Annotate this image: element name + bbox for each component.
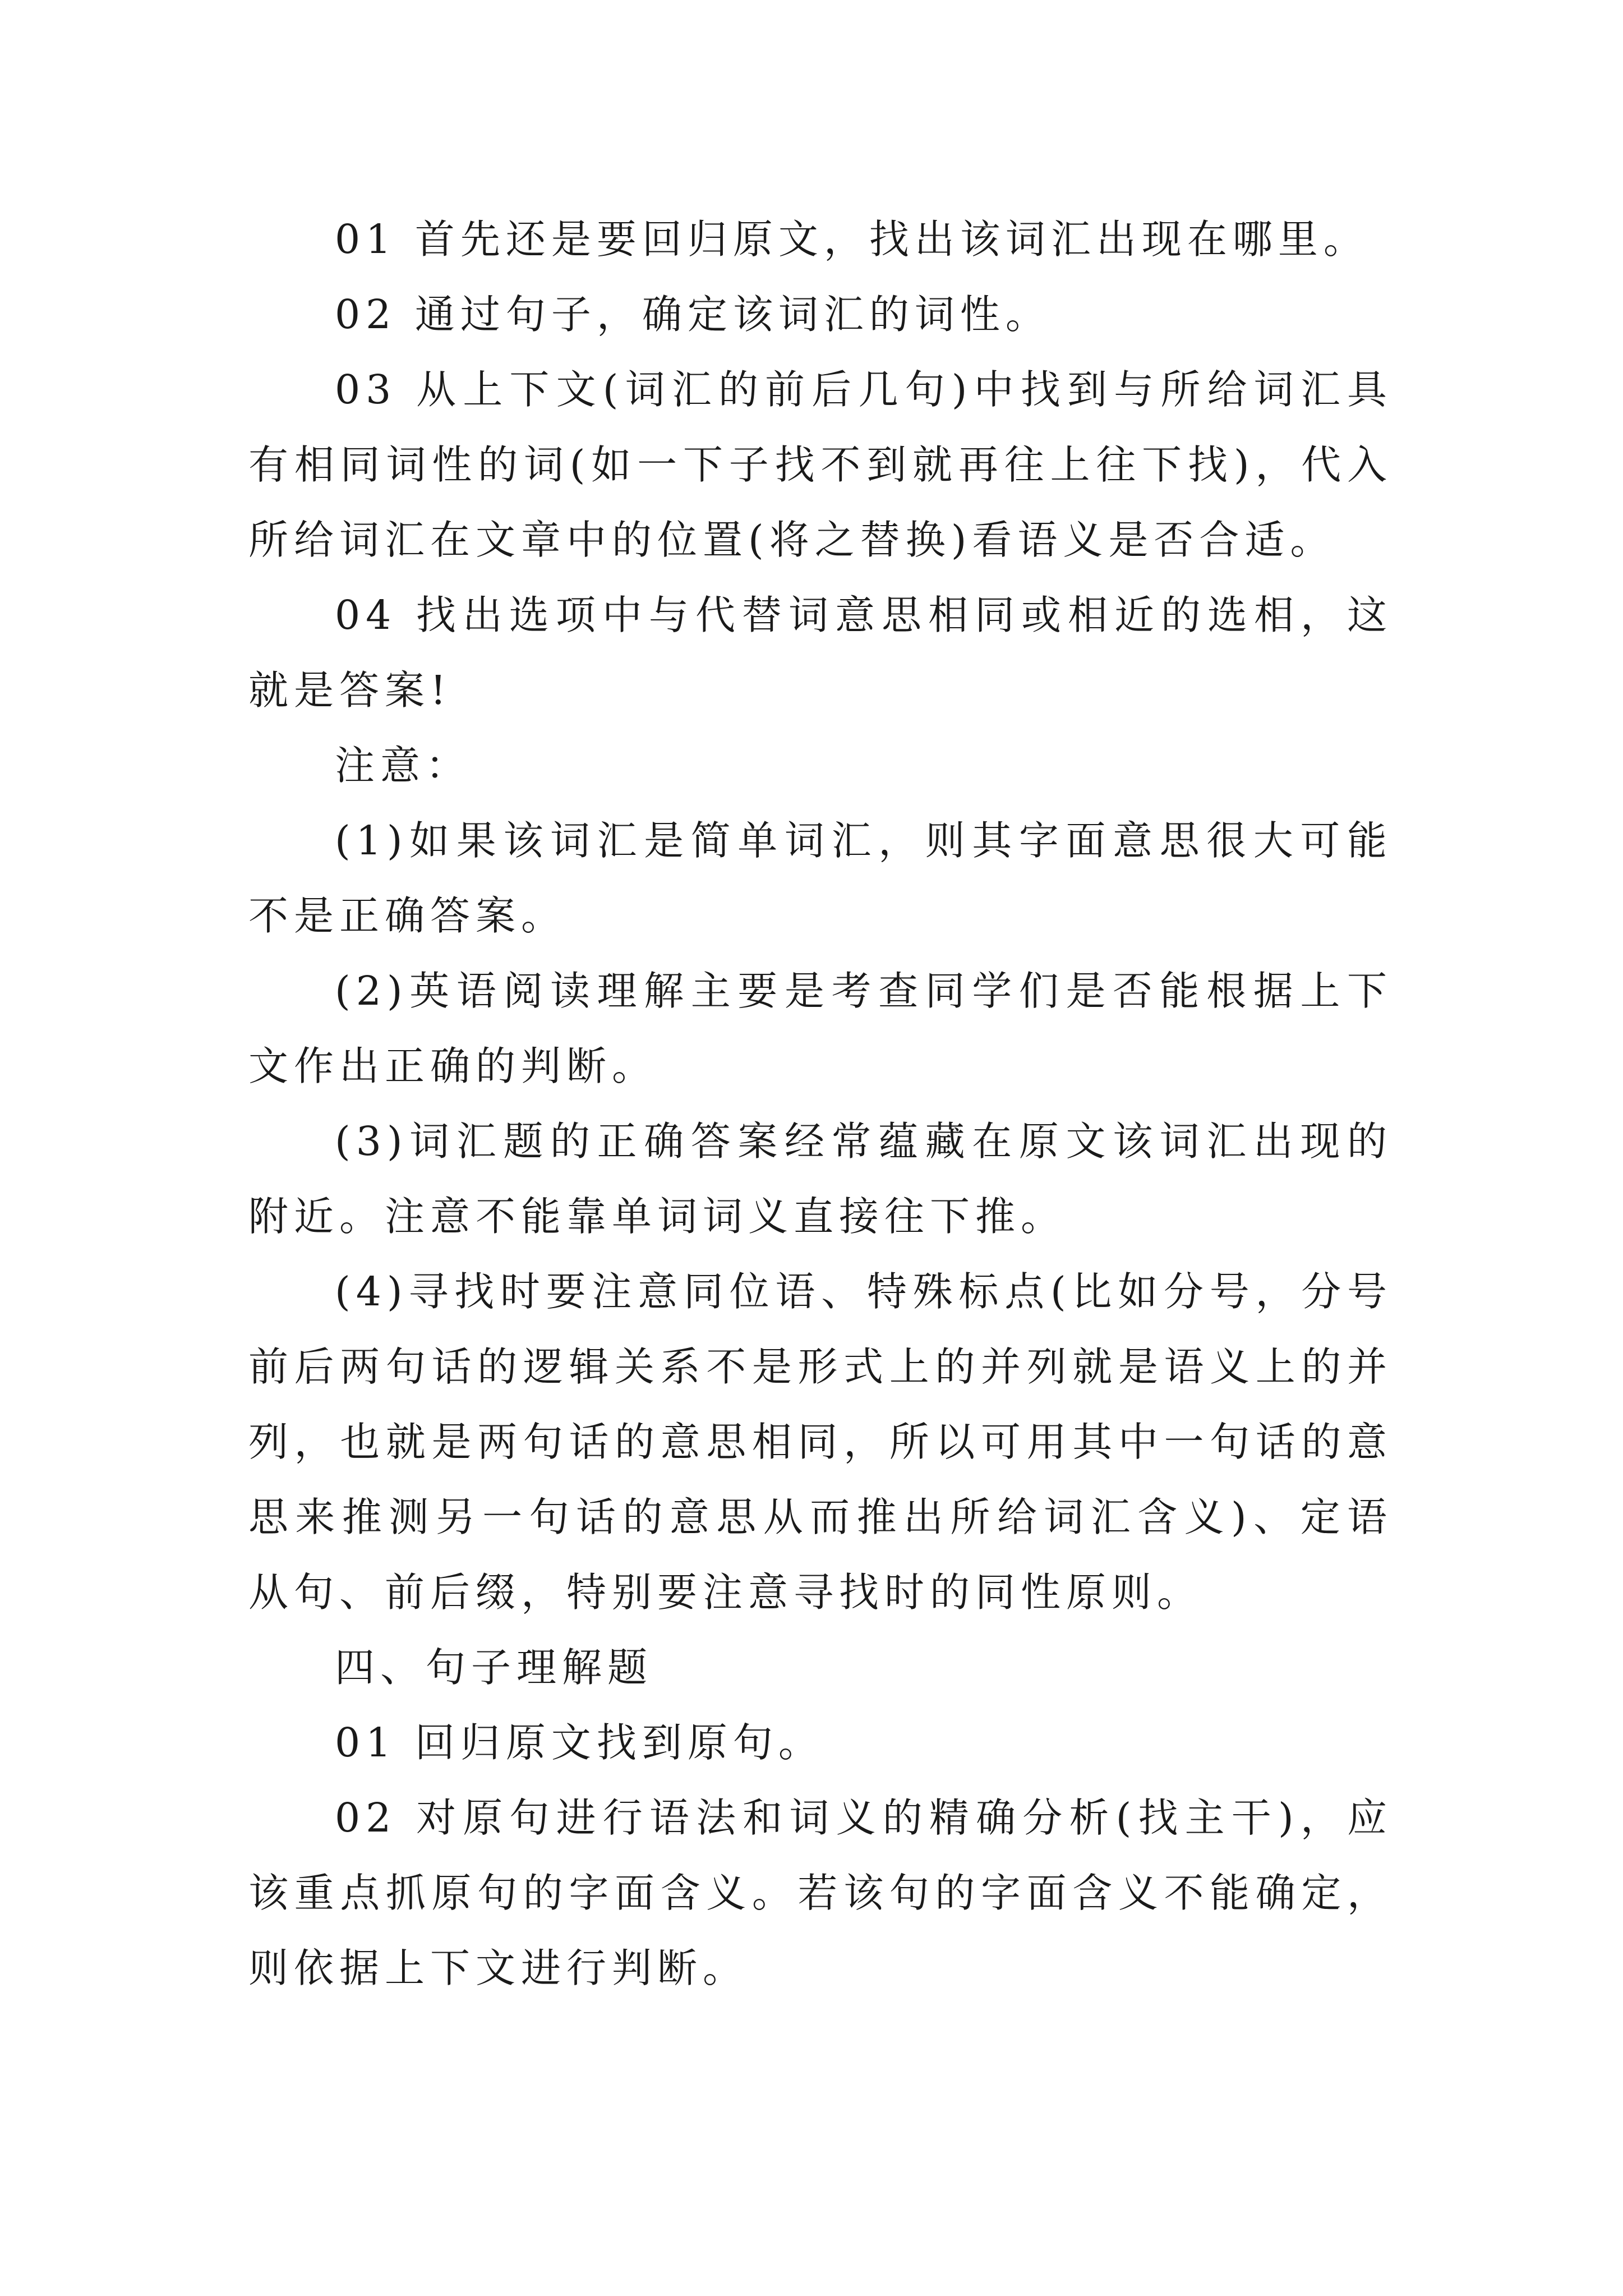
paragraph-step-01: 01 首先还是要回归原文，找出该词汇出现在哪里。 [335,216,1369,263]
document-body [248,202,1393,2006]
note-item-2: (2)英语阅读理解主要是考查同学们是否能根据上下文作出正确的判断。 [248,968,1393,1089]
note-item-1: (1)如果该词汇是简单词汇，则其字面意思很大可能不是正确答案。 [248,817,1393,939]
note-item-4: (4)寻找时要注意同位语、特殊标点(比如分号，分号前后两句话的逻辑关系不是形式上的并列就是语义上的并列，也就是两句话的意思相同，所以可用其中一句话的意思来推测另一句话的意思从而推出所给词汇含义)、定语从句、前后缀，特别要注意寻找时的同性原则。 [248,1268,1393,1616]
paragraph-step-03: 03 从上下文(词汇的前后几句)中找到与所给词汇具有相同词性的词(如一下子找不到就再往上往下找)，代入所给词汇在文章中的位置(将之替换)看语义是否合适。 [248,366,1393,563]
notes-heading: 注意： [335,742,472,789]
note-item-3: (3)词汇题的正确答案经常蕴藏在原文该词汇出现的附近。注意不能靠单词词义直接往下推。 [248,1118,1393,1240]
paragraph-step-04: 04 找出选项中与代替词意思相同或相近的选相，这就是答案! [248,592,1393,714]
paragraph-sentence-step-01: 01 回归原文找到原句。 [335,1719,824,1766]
section-heading-sentence-comprehension: 四、句子理解题 [335,1644,653,1691]
paragraph-sentence-step-02: 02 对原句进行语法和词义的精确分析(找主干)，应该重点抓原句的字面含义。若该句的字面含义不能确定，则依据上下文进行判断。 [248,1795,1393,1991]
paragraph-step-02: 02 通过句子，确定该词汇的词性。 [335,291,1051,338]
